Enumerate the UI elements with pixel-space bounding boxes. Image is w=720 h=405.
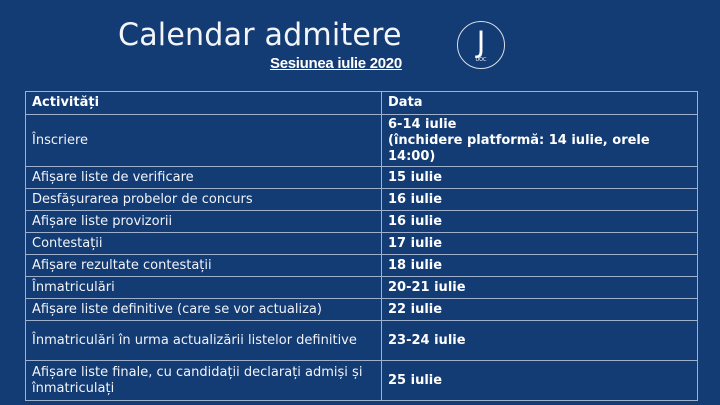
- table-row: [26, 277, 698, 299]
- activity-cell: Înmatriculări: [26, 277, 382, 299]
- column-header-activities: Activități: [26, 92, 382, 115]
- logo-caption: UOC: [475, 56, 487, 63]
- date-cell: 15 iulie: [382, 167, 698, 189]
- date-cell: 17 iulie: [382, 233, 698, 255]
- date-cell: 23-24 iulie: [382, 321, 698, 361]
- table-row: [26, 115, 698, 167]
- admission-calendar-table: [25, 91, 698, 401]
- date-value: 6-14 iulie: [388, 116, 457, 132]
- table-row: [26, 167, 698, 189]
- table-header-row: [26, 92, 698, 115]
- date-cell: 22 iulie: [382, 299, 698, 321]
- date-cell: [382, 115, 698, 167]
- table-row: [26, 233, 698, 255]
- activity-cell: Înmatriculări în urma actualizării listelor definitive: [26, 321, 382, 361]
- date-cell: 25 iulie: [382, 361, 698, 401]
- activity-cell: Afișare liste finale, cu candidații declarați admiși și înmatriculați: [26, 361, 382, 401]
- table-row: [26, 361, 698, 401]
- date-note: (închidere platformă: 14 iulie, orele 14:00): [388, 132, 650, 164]
- table-row: [26, 299, 698, 321]
- activity-cell: Contestații: [26, 233, 382, 255]
- table-row: [26, 189, 698, 211]
- table-row: [26, 255, 698, 277]
- activity-cell: Afișare liste de verificare: [26, 167, 382, 189]
- activity-cell: Desfășurarea probelor de concurs: [26, 189, 382, 211]
- session-subtitle: Sesiunea iulie 2020: [270, 55, 402, 72]
- activity-cell: Înscriere: [26, 115, 382, 167]
- table-row: [26, 211, 698, 233]
- page-title: Calendar admitere: [118, 17, 402, 53]
- date-cell: 20-21 iulie: [382, 277, 698, 299]
- date-cell: 16 iulie: [382, 211, 698, 233]
- activity-cell: Afișare rezultate contestații: [26, 255, 382, 277]
- date-cell: 16 iulie: [382, 189, 698, 211]
- university-logo: [457, 21, 505, 69]
- activity-cell: Afișare liste definitive (care se vor actualiza): [26, 299, 382, 321]
- date-cell: 18 iulie: [382, 255, 698, 277]
- logo-letter: J: [476, 24, 486, 59]
- table-row: [26, 321, 698, 361]
- column-header-date: Data: [382, 92, 698, 115]
- activity-cell: Afișare liste provizorii: [26, 211, 382, 233]
